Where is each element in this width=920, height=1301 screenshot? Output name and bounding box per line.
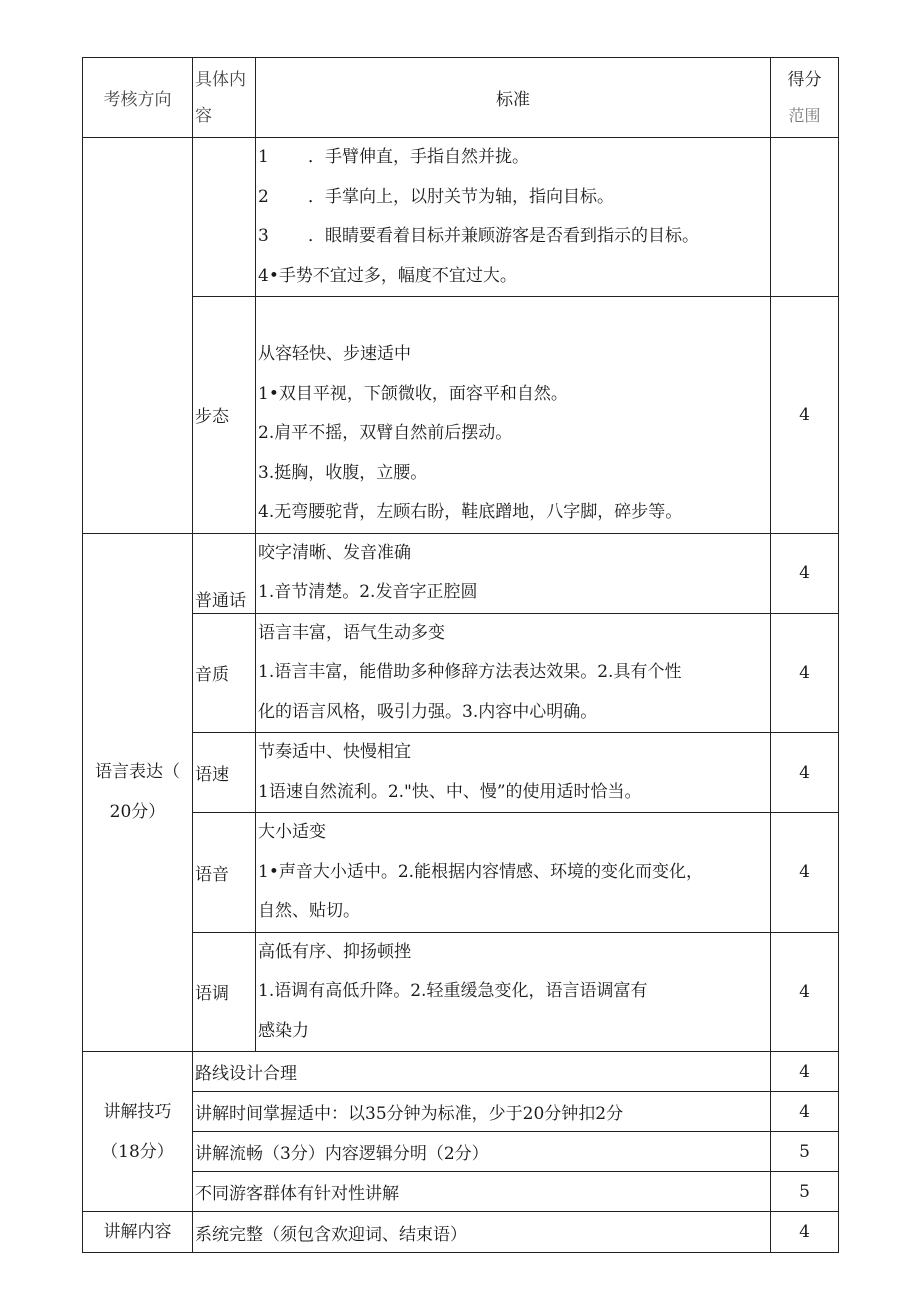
standard-line: 从容轻快、步速适中 xyxy=(258,344,411,364)
standard-cell-putonghua xyxy=(256,533,771,613)
standard-line: 1 ．手臂伸直，手指自然并拢。 xyxy=(258,147,529,167)
table-row-voice-quality xyxy=(83,613,839,733)
header-score-range xyxy=(771,58,839,138)
standard-line: 2.肩平不摇，双臂自然前后摆动。 xyxy=(258,423,513,443)
table-row-skill xyxy=(83,1052,839,1092)
standard-line: 大小适变 xyxy=(258,822,326,842)
score-value: 4 xyxy=(771,297,839,534)
standard-line: 4.无弯腰驼背，左顾右盼，鞋底蹭地，八字脚，碎步等。 xyxy=(258,502,683,522)
standard-line: 1.语调有高低升降。2.轻重缓急变化，语言语调富有 xyxy=(258,981,648,1001)
standard-cell-voice-quality xyxy=(256,613,771,733)
header-row xyxy=(83,58,839,138)
standard-line: 化的语言风格，吸引力强。3.内容中心明确。 xyxy=(258,701,598,722)
standard-line: 2 ．手掌向上，以肘关节为轴，指向目标。 xyxy=(258,186,614,207)
standard-cell-intonation xyxy=(256,932,771,1052)
standard-line: 1.音节清楚。2.发音字正腔圆 xyxy=(258,582,478,602)
assessment-table xyxy=(82,57,839,1253)
score-value: 5 xyxy=(771,1172,839,1212)
subcontent-label: 语音 xyxy=(193,813,256,933)
score-value: 4 xyxy=(771,813,839,933)
header-sub-line1: 具体内 xyxy=(195,69,246,90)
standard-line: 1•声音大小适中。2.能根据内容情感、环境的变化而变化， xyxy=(258,861,704,882)
score-value: 4 xyxy=(771,613,839,733)
table-row-skill xyxy=(83,1172,839,1212)
standard-line: 1.语言丰富，能借助多种修辞方法表达效果。2.具有个性 xyxy=(258,662,682,682)
standard-line: 3.挺胸，收腹，立腰。 xyxy=(258,462,428,483)
criterion-text: 不同游客群体有针对性讲解 xyxy=(193,1172,771,1212)
direction-cell-language xyxy=(83,533,193,1052)
subcontent-label: 语速 xyxy=(193,733,256,813)
score-value: 4 xyxy=(771,533,839,613)
table-row-voice xyxy=(83,813,839,933)
direction-line2: 20分） xyxy=(109,802,166,823)
score-value: 4 xyxy=(771,733,839,813)
direction-cell-posture xyxy=(83,138,193,534)
table-row-intonation xyxy=(83,932,839,1052)
header-score-line2: 范围 xyxy=(788,105,821,125)
criterion-text: 讲解流畅（3分）内容逻辑分明（2分） xyxy=(193,1132,771,1172)
standard-line: 语言丰富，语气生动多变 xyxy=(258,622,445,643)
table-row-skill xyxy=(83,1132,839,1172)
standard-cell-speech-rate xyxy=(256,733,771,813)
table-row-gesture xyxy=(83,138,839,297)
header-subcontent xyxy=(193,58,256,138)
direction-cell-skills xyxy=(83,1052,193,1212)
header-standard: 标准 xyxy=(256,58,771,138)
direction-line1: 讲解技巧 xyxy=(103,1101,172,1122)
table-row-speech-rate xyxy=(83,733,839,813)
score-value: 4 xyxy=(771,932,839,1052)
standard-line: 节奏适中、快慢相宜 xyxy=(258,742,411,762)
standard-line: 1•双目平视，下颌微收，面容平和自然。 xyxy=(258,383,568,404)
standard-cell-voice xyxy=(256,813,771,933)
standard-line: 感染力 xyxy=(258,1020,309,1041)
direction-line2: （18分） xyxy=(101,1141,174,1162)
criterion-text: 讲解时间掌握适中：以35分钟为标准，少于20分钟扣2分 xyxy=(193,1092,771,1132)
direction-line1: 语言表达（ xyxy=(95,762,180,783)
subcontent-label: 步态 xyxy=(193,297,256,534)
table-row-content xyxy=(83,1212,839,1253)
standard-line: 1语速自然流利。2."快、中、慢”的使用适时恰当。 xyxy=(258,781,642,802)
standard-line: 自然、贴切。 xyxy=(258,901,360,921)
standard-line: 咬字清晰、发音准确 xyxy=(258,542,411,563)
header-direction: 考核方向 xyxy=(83,58,193,138)
score-value: 4 xyxy=(771,1052,839,1092)
score-value: 4 xyxy=(771,1092,839,1132)
criterion-text: 系统完整（须包含欢迎词、结束语） xyxy=(193,1212,771,1253)
subcontent-label: 语调 xyxy=(193,932,256,1052)
table-row-gait xyxy=(83,297,839,534)
score-cell-gesture xyxy=(771,138,839,297)
score-value: 5 xyxy=(771,1132,839,1172)
standard-line: 4•手势不宜过多，幅度不宜过大。 xyxy=(258,265,517,286)
table-row-putonghua xyxy=(83,533,839,613)
standard-line: 高低有序、抑扬顿挫 xyxy=(258,941,411,962)
subcontent-label: 普通话 xyxy=(193,533,256,613)
header-score-line1: 得分 xyxy=(787,69,822,90)
direction-cell-content: 讲解内容 xyxy=(83,1212,193,1253)
criterion-text: 路线设计合理 xyxy=(193,1052,771,1092)
standard-cell-gait xyxy=(256,297,771,534)
header-sub-line2: 容 xyxy=(195,105,212,126)
standard-cell-gesture xyxy=(256,138,771,297)
subcontent-label: 音质 xyxy=(193,613,256,733)
standard-line: 3 ．眼睛要看着目标并兼顾游客是否看到指示的目标。 xyxy=(258,226,699,246)
score-value: 4 xyxy=(771,1212,839,1253)
table-row-skill xyxy=(83,1092,839,1132)
subcontent-cell-gesture xyxy=(193,138,256,297)
